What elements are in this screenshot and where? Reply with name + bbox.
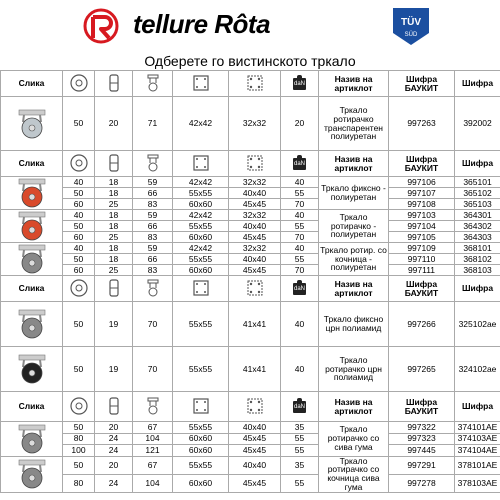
product-code-cell: 324102ae — [455, 347, 500, 392]
bolt-spacing-cell: 32x32 — [229, 177, 281, 188]
wheel-diameter-cell: 60 — [63, 232, 95, 243]
table-header-row — [1, 392, 500, 422]
bolt-spacing-header — [229, 276, 281, 302]
product-code-cell: 368102 — [455, 254, 500, 265]
load-capacity-cell: 40 — [281, 177, 319, 188]
total-height-cell: 83 — [133, 232, 173, 243]
column-code-header: Шифра — [455, 276, 500, 302]
wheel-diameter-cell: 50 — [63, 254, 95, 265]
plate-size-cell: 42x42 — [173, 177, 229, 188]
baukit-code-cell: 997110 — [389, 254, 455, 265]
load-capacity-cell: 40 — [281, 210, 319, 221]
product-code-cell: 364301 — [455, 210, 500, 221]
total-height-cell: 104 — [133, 433, 173, 445]
table-row — [1, 347, 500, 392]
tellure-rota-logo-icon — [83, 8, 129, 44]
baukit-code-cell: 997323 — [389, 433, 455, 445]
load-capacity-header — [281, 276, 319, 302]
plate-size-cell: 55x55 — [173, 221, 229, 232]
table-row — [1, 445, 500, 457]
product-code-cell: 364302 — [455, 221, 500, 232]
bolt-spacing-cell: 40x40 — [229, 456, 281, 474]
total-height-header — [133, 276, 173, 302]
product-name-cell: Тркало ротирачко - полиуретан — [319, 210, 389, 243]
wheel-diameter-cell: 50 — [63, 456, 95, 474]
load-capacity-cell: 55 — [281, 474, 319, 492]
plate-size-cell: 55x55 — [173, 188, 229, 199]
baukit-code-cell: 997107 — [389, 188, 455, 199]
product-code-cell: 325102ae — [455, 302, 500, 347]
caster-image — [9, 210, 55, 242]
wheel-width-cell: 20 — [95, 97, 133, 151]
plate-size-cell: 55x55 — [173, 347, 229, 392]
tuv-bottom-label: SÜD — [404, 32, 418, 38]
wheel-width-cell: 24 — [95, 433, 133, 445]
load-capacity-cell: 55 — [281, 254, 319, 265]
column-baukit-header: Шифра БАУКИТ — [389, 392, 455, 422]
baukit-code-cell: 997108 — [389, 199, 455, 210]
table-row — [1, 265, 500, 276]
load-capacity-cell: 55 — [281, 221, 319, 232]
load-capacity-cell: 55 — [281, 188, 319, 199]
baukit-code-cell: 997266 — [389, 302, 455, 347]
total-height-cell: 66 — [133, 221, 173, 232]
table-row — [1, 210, 500, 221]
caster-image — [9, 108, 55, 140]
wheel-width-icon — [107, 74, 121, 94]
wheel-diameter-cell: 50 — [63, 422, 95, 434]
wheel-diameter-cell: 80 — [63, 474, 95, 492]
table-row — [1, 177, 500, 188]
load-capacity-cell: 35 — [281, 422, 319, 434]
tuv-top-label: TÜV — [401, 17, 421, 28]
caster-image — [9, 308, 55, 340]
load-capacity-header — [281, 71, 319, 97]
bolt-spacing-cell: 40x40 — [229, 188, 281, 199]
wheel-diameter-icon — [70, 154, 88, 174]
plate-size-header — [173, 392, 229, 422]
table-header-row — [1, 71, 500, 97]
table-row — [1, 302, 500, 347]
bolt-spacing-cell: 41x41 — [229, 302, 281, 347]
load-capacity-cell: 55 — [281, 445, 319, 457]
plate-size-cell: 42x42 — [173, 243, 229, 254]
column-code-header: Шифра — [455, 151, 500, 177]
product-code-cell: 378101AE — [455, 456, 500, 474]
wheel-diameter-cell: 50 — [63, 347, 95, 392]
total-height-cell: 83 — [133, 199, 173, 210]
bolt-spacing-header — [229, 151, 281, 177]
caster-picture — [1, 422, 63, 457]
column-name-header: Назив на артиклот — [319, 71, 389, 97]
product-code-cell: 368103 — [455, 265, 500, 276]
load-capacity-cell: 40 — [281, 243, 319, 254]
caster-image — [9, 177, 55, 209]
total-height-cell: 71 — [133, 97, 173, 151]
wheel-diameter-cell: 60 — [63, 265, 95, 276]
baukit-code-cell: 997263 — [389, 97, 455, 151]
caster-picture — [1, 302, 63, 347]
bolt-spacing-cell: 45x45 — [229, 433, 281, 445]
product-name-cell: Тркало ротирачко црн полиамид — [319, 347, 389, 392]
baukit-code-cell: 997103 — [389, 210, 455, 221]
total-height-cell: 121 — [133, 445, 173, 457]
bolt-spacing-icon — [246, 397, 264, 417]
product-code-cell: 374104AE — [455, 445, 500, 457]
total-height-cell: 59 — [133, 243, 173, 254]
table-row — [1, 199, 500, 210]
plate-size-cell: 55x55 — [173, 254, 229, 265]
wheel-width-cell: 19 — [95, 347, 133, 392]
plate-size-cell: 55x55 — [173, 456, 229, 474]
table-row — [1, 232, 500, 243]
product-code-cell: 364303 — [455, 232, 500, 243]
caster-image — [9, 458, 55, 490]
bolt-spacing-cell: 32x32 — [229, 243, 281, 254]
wheel-width-cell: 18 — [95, 177, 133, 188]
column-picture-header: Слика — [1, 392, 63, 422]
plate-size-cell: 55x55 — [173, 422, 229, 434]
wheel-diameter-cell: 40 — [63, 177, 95, 188]
column-name-header: Назив на артиклот — [319, 392, 389, 422]
baukit-code-cell: 997109 — [389, 243, 455, 254]
wheel-diameter-cell: 50 — [63, 221, 95, 232]
bolt-spacing-cell: 45x45 — [229, 445, 281, 457]
caster-picture — [1, 243, 63, 276]
bolt-spacing-icon — [246, 154, 264, 174]
caster-picture — [1, 456, 63, 493]
caster-picture — [1, 347, 63, 392]
table-row — [1, 474, 500, 492]
bolt-spacing-cell: 32x32 — [229, 210, 281, 221]
wheel-diameter-cell: 40 — [63, 210, 95, 221]
wheel-diameter-header — [63, 392, 95, 422]
bolt-spacing-cell: 40x40 — [229, 254, 281, 265]
load-capacity-cell: 70 — [281, 232, 319, 243]
load-capacity-header — [281, 392, 319, 422]
wheel-width-header — [95, 151, 133, 177]
wheel-diameter-cell: 40 — [63, 243, 95, 254]
baukit-code-cell: 997445 — [389, 445, 455, 457]
wheel-width-header — [95, 392, 133, 422]
plate-size-cell: 60x60 — [173, 199, 229, 210]
bolt-spacing-cell: 41x41 — [229, 347, 281, 392]
plate-size-cell: 60x60 — [173, 232, 229, 243]
product-code-cell: 365101 — [455, 177, 500, 188]
header — [0, 0, 500, 52]
product-name-cell: Тркало фиксно - полиуретан — [319, 177, 389, 210]
caster-picture — [1, 210, 63, 243]
wheel-diameter-header — [63, 71, 95, 97]
plate-size-icon — [192, 154, 210, 174]
wheel-diameter-icon — [70, 397, 88, 417]
wheel-width-icon — [107, 397, 121, 417]
baukit-code-cell: 997322 — [389, 422, 455, 434]
weight-dan-icon: daN — [293, 401, 306, 413]
load-capacity-cell: 70 — [281, 199, 319, 210]
baukit-code-cell: 997278 — [389, 474, 455, 492]
plate-size-cell: 60x60 — [173, 445, 229, 457]
page-subtitle: Одберете го вистинското тркало — [144, 53, 356, 69]
wheel-diameter-icon — [70, 279, 88, 299]
total-height-header — [133, 392, 173, 422]
plate-size-icon — [192, 279, 210, 299]
table-row — [1, 456, 500, 474]
product-code-cell: 374103AE — [455, 433, 500, 445]
plate-size-cell: 60x60 — [173, 265, 229, 276]
plate-size-header — [173, 71, 229, 97]
plate-size-cell: 55x55 — [173, 302, 229, 347]
plate-size-cell: 60x60 — [173, 474, 229, 492]
total-height-header — [133, 71, 173, 97]
baukit-code-cell: 997111 — [389, 265, 455, 276]
wheel-width-cell: 20 — [95, 422, 133, 434]
table-row — [1, 221, 500, 232]
plate-size-header — [173, 276, 229, 302]
wheel-width-cell: 18 — [95, 243, 133, 254]
plate-size-cell: 42x42 — [173, 210, 229, 221]
column-picture-header: Слика — [1, 71, 63, 97]
bolt-spacing-cell: 45x45 — [229, 199, 281, 210]
product-name-cell: Тркало ротир. со кочница - полиуретан — [319, 243, 389, 276]
column-code-header: Шифра — [455, 392, 500, 422]
total-height-header — [133, 151, 173, 177]
bolt-spacing-cell: 40x40 — [229, 221, 281, 232]
bolt-spacing-icon — [246, 279, 264, 299]
total-height-cell: 83 — [133, 265, 173, 276]
load-capacity-cell: 40 — [281, 302, 319, 347]
wheel-diameter-cell: 50 — [63, 188, 95, 199]
product-code-cell: 368101 — [455, 243, 500, 254]
wheel-width-cell: 18 — [95, 210, 133, 221]
plate-size-cell: 42x42 — [173, 97, 229, 151]
total-height-cell: 66 — [133, 188, 173, 199]
load-capacity-cell: 55 — [281, 433, 319, 445]
wheel-width-cell: 25 — [95, 199, 133, 210]
product-code-cell: 392002 — [455, 97, 500, 151]
table-row — [1, 433, 500, 445]
wheel-width-cell: 24 — [95, 474, 133, 492]
product-code-cell: 374101AE — [455, 422, 500, 434]
load-capacity-cell: 35 — [281, 456, 319, 474]
wheel-diameter-cell: 50 — [63, 97, 95, 151]
total-height-cell: 70 — [133, 302, 173, 347]
total-height-icon — [144, 397, 162, 417]
product-code-cell: 365102 — [455, 188, 500, 199]
weight-dan-icon: daN — [293, 158, 306, 170]
caster-picture — [1, 97, 63, 151]
wheel-diameter-icon — [70, 74, 88, 94]
wheel-width-cell: 19 — [95, 302, 133, 347]
table-row — [1, 97, 500, 151]
product-name-cell: Тркало ротирачко со кочница сива гума — [319, 456, 389, 493]
bolt-spacing-cell: 32x32 — [229, 97, 281, 151]
bolt-spacing-cell: 45x45 — [229, 474, 281, 492]
load-capacity-cell: 20 — [281, 97, 319, 151]
total-height-icon — [144, 154, 162, 174]
column-baukit-header: Шифра БАУКИТ — [389, 276, 455, 302]
column-baukit-header: Шифра БАУКИТ — [389, 71, 455, 97]
wheel-diameter-cell: 100 — [63, 445, 95, 457]
brand-name: tellure Rôta — [133, 9, 271, 39]
plate-size-cell: 60x60 — [173, 433, 229, 445]
wheel-width-cell: 24 — [95, 445, 133, 457]
weight-dan-icon: daN — [293, 78, 306, 90]
product-name-cell: Тркало ротирачко транспарентен полиуретан — [319, 97, 389, 151]
bolt-spacing-header — [229, 392, 281, 422]
table-row — [1, 422, 500, 434]
caster-spec-table — [0, 70, 500, 493]
plate-size-icon — [192, 74, 210, 94]
caster-image — [9, 243, 55, 275]
load-capacity-cell: 40 — [281, 347, 319, 392]
load-capacity-cell: 70 — [281, 265, 319, 276]
tuv-certification-icon — [390, 5, 432, 47]
wheel-diameter-header — [63, 276, 95, 302]
total-height-cell: 104 — [133, 474, 173, 492]
total-height-cell: 59 — [133, 210, 173, 221]
total-height-cell: 67 — [133, 456, 173, 474]
column-baukit-header: Шифра БАУКИТ — [389, 151, 455, 177]
product-code-cell: 378103AE — [455, 474, 500, 492]
product-name-cell: Тркало фиксно црн полиамид — [319, 302, 389, 347]
wheel-width-cell: 25 — [95, 265, 133, 276]
plate-size-header — [173, 151, 229, 177]
wheel-diameter-header — [63, 151, 95, 177]
column-picture-header: Слика — [1, 151, 63, 177]
total-height-icon — [144, 279, 162, 299]
total-height-icon — [144, 74, 162, 94]
wheel-width-header — [95, 71, 133, 97]
total-height-cell: 66 — [133, 254, 173, 265]
wheel-width-cell: 25 — [95, 232, 133, 243]
caster-image — [9, 353, 55, 385]
bolt-spacing-icon — [246, 74, 264, 94]
table-row — [1, 188, 500, 199]
total-height-cell: 59 — [133, 177, 173, 188]
column-name-header: Назив на артиклот — [319, 276, 389, 302]
baukit-code-cell: 997106 — [389, 177, 455, 188]
wheel-width-icon — [107, 154, 121, 174]
column-name-header: Назив на артиклот — [319, 151, 389, 177]
wheel-width-cell: 18 — [95, 221, 133, 232]
wheel-diameter-cell: 80 — [63, 433, 95, 445]
column-picture-header: Слика — [1, 276, 63, 302]
product-name-cell: Тркало ротирачко со сива гума — [319, 422, 389, 457]
bolt-spacing-cell: 45x45 — [229, 265, 281, 276]
wheel-width-icon — [107, 279, 121, 299]
baukit-code-cell: 997291 — [389, 456, 455, 474]
total-height-cell: 67 — [133, 422, 173, 434]
wheel-width-cell: 20 — [95, 456, 133, 474]
bolt-spacing-cell: 45x45 — [229, 232, 281, 243]
plate-size-icon — [192, 397, 210, 417]
caster-picture — [1, 177, 63, 210]
column-code-header: Шифра — [455, 71, 500, 97]
table-row — [1, 243, 500, 254]
load-capacity-header — [281, 151, 319, 177]
product-code-cell: 365103 — [455, 199, 500, 210]
wheel-width-header — [95, 276, 133, 302]
baukit-code-cell: 997265 — [389, 347, 455, 392]
caster-image — [9, 423, 55, 455]
wheel-width-cell: 18 — [95, 188, 133, 199]
bolt-spacing-cell: 40x40 — [229, 422, 281, 434]
total-height-cell: 70 — [133, 347, 173, 392]
wheel-diameter-cell: 50 — [63, 302, 95, 347]
wheel-diameter-cell: 60 — [63, 199, 95, 210]
table-header-row — [1, 276, 500, 302]
table-row — [1, 254, 500, 265]
weight-dan-icon: daN — [293, 283, 306, 295]
wheel-width-cell: 18 — [95, 254, 133, 265]
bolt-spacing-header — [229, 71, 281, 97]
baukit-code-cell: 997104 — [389, 221, 455, 232]
table-header-row — [1, 151, 500, 177]
baukit-code-cell: 997105 — [389, 232, 455, 243]
